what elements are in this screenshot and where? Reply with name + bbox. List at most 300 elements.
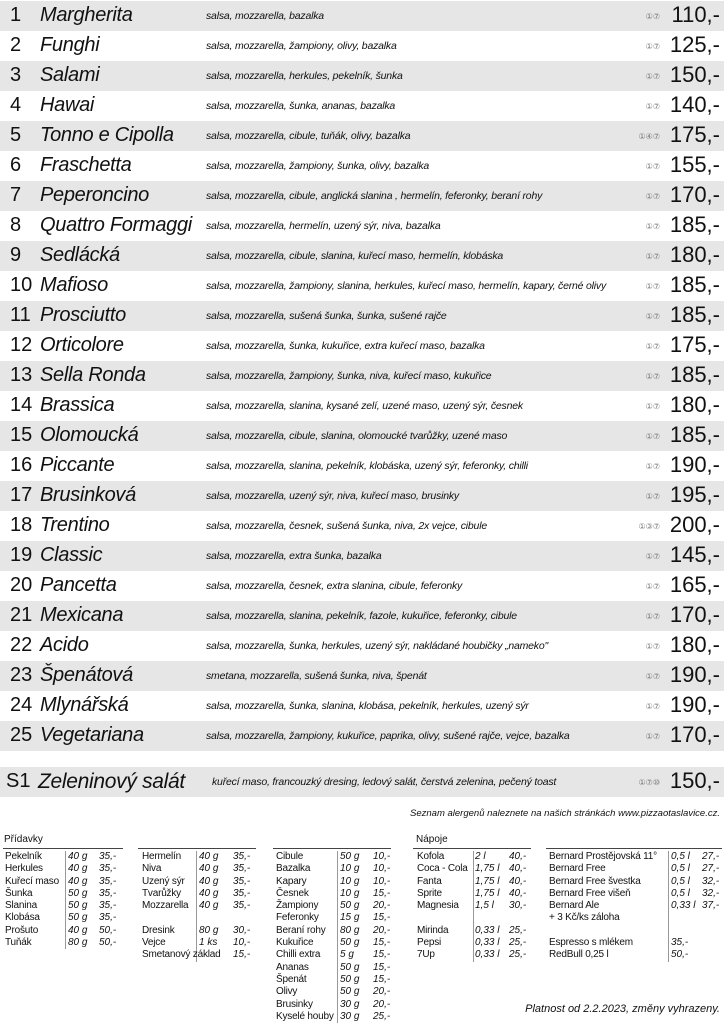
item-price: 30,- bbox=[233, 924, 251, 936]
item-label: Bernard Ale bbox=[549, 900, 600, 912]
table-row bbox=[273, 974, 391, 986]
item-quantity: 50 g bbox=[340, 851, 360, 862]
table-row bbox=[138, 925, 256, 937]
item-quantity: 50 g bbox=[68, 900, 88, 912]
item-price: 40,- bbox=[509, 875, 527, 887]
item-number: 15 bbox=[10, 424, 33, 446]
item-label: Bernard Free švestka bbox=[549, 875, 641, 887]
item-ingredients: salsa, mozzarella, bazalka bbox=[206, 10, 324, 22]
item-price: 20,- bbox=[373, 998, 391, 1010]
item-name: Margherita bbox=[40, 4, 133, 26]
item-price: 10,- bbox=[373, 875, 391, 887]
item-price: 40,- bbox=[509, 851, 527, 862]
item-ingredients: salsa, mozzarella, česnek, sušená šunka, niva, 2x vejce, cibule bbox=[206, 520, 487, 532]
pizza-row bbox=[0, 181, 724, 211]
item-label: Kukuřice bbox=[276, 937, 314, 949]
item-label: Kyselé houby bbox=[276, 1010, 334, 1022]
item-number: 14 bbox=[10, 394, 33, 416]
pizza-row bbox=[0, 601, 724, 631]
pizza-row bbox=[0, 241, 724, 271]
item-label: Sprite bbox=[417, 887, 442, 899]
pizza-row bbox=[0, 1, 724, 31]
item-quantity: 1 ks bbox=[199, 937, 218, 949]
item-details bbox=[206, 31, 660, 61]
item-quantity: 0,33 l bbox=[671, 900, 696, 912]
allergen-icons: ①⑦ bbox=[645, 611, 660, 621]
item-name: Classic bbox=[40, 544, 103, 566]
item-label: 7Up bbox=[417, 949, 435, 961]
item-name: Trentino bbox=[40, 514, 110, 536]
pizza-row bbox=[0, 511, 724, 541]
table-row bbox=[273, 863, 391, 875]
item-ingredients: salsa, mozzarella, cibule, slanina, olomoucké tvarůžky, uzené maso bbox=[206, 430, 508, 442]
item-price: 180,- bbox=[669, 632, 720, 657]
item-price: 170,- bbox=[669, 182, 720, 207]
table-row bbox=[138, 949, 256, 961]
item-label: Klobása bbox=[5, 912, 40, 924]
item-number: 25 bbox=[10, 724, 33, 746]
table-row bbox=[546, 912, 722, 924]
item-number: 18 bbox=[10, 514, 33, 536]
item-price: 175,- bbox=[669, 122, 720, 147]
item-quantity: 80 g bbox=[340, 924, 360, 936]
item-number: 12 bbox=[10, 334, 33, 356]
item-number: 20 bbox=[10, 574, 33, 596]
pizza-row bbox=[0, 301, 724, 331]
table-row bbox=[138, 876, 256, 888]
allergen-note: Seznam alergenů naleznete na našich stránkách www.pizzaotaslavice.cz. bbox=[410, 808, 720, 819]
item-price: 35,- bbox=[99, 875, 117, 887]
item-number: 21 bbox=[10, 604, 33, 626]
item-price: 15,- bbox=[373, 912, 391, 924]
pizza-row bbox=[0, 211, 724, 241]
item-price: 185,- bbox=[669, 212, 720, 237]
item-price: 15,- bbox=[373, 949, 391, 961]
allergen-icons: ①⑦ bbox=[645, 341, 660, 351]
item-number: 10 bbox=[10, 274, 33, 296]
item-ingredients: salsa, mozzarella, žampiony, olivy, bazalka bbox=[206, 40, 397, 52]
allergen-icons: ①⑦ bbox=[645, 431, 660, 441]
table-row bbox=[138, 937, 256, 949]
item-label: Bernard Free višeň bbox=[549, 887, 631, 899]
item-price: 175,- bbox=[669, 332, 720, 357]
pizza-row bbox=[0, 481, 724, 511]
item-name: Prosciutto bbox=[40, 304, 126, 326]
item-quantity: 50 g bbox=[340, 900, 360, 912]
item-quantity: 0,33 l bbox=[475, 924, 500, 936]
item-number: 3 bbox=[10, 64, 22, 86]
item-label: Žampiony bbox=[276, 900, 319, 912]
item-price: 150,- bbox=[669, 768, 720, 793]
allergen-icons: ①⑦ bbox=[645, 671, 660, 681]
table-row bbox=[273, 900, 391, 912]
table-row bbox=[3, 876, 123, 888]
item-price: 25,- bbox=[373, 1010, 391, 1022]
pizza-row bbox=[0, 271, 724, 301]
item-details bbox=[206, 211, 660, 241]
item-price: 35,- bbox=[233, 875, 251, 887]
item-quantity: 1,75 l bbox=[475, 875, 500, 887]
pizza-row bbox=[0, 541, 724, 571]
allergen-icons: ①⑦ bbox=[645, 281, 660, 291]
item-price: 15,- bbox=[373, 887, 391, 899]
item-quantity: 10 g bbox=[340, 887, 360, 899]
item-details bbox=[206, 1, 660, 31]
item-label: Mirinda bbox=[417, 924, 449, 936]
item-quantity: 50 g bbox=[340, 937, 360, 949]
item-details bbox=[206, 61, 660, 91]
item-details bbox=[206, 121, 660, 151]
item-ingredients: salsa, mozzarella, uzený sýr, niva, kuřecí maso, brusinky bbox=[206, 490, 459, 502]
item-quantity: 50 g bbox=[68, 887, 88, 899]
item-price: 35,- bbox=[233, 900, 251, 912]
table-row bbox=[413, 863, 531, 875]
item-name: Orticolore bbox=[40, 334, 124, 356]
item-quantity: 80 g bbox=[68, 937, 88, 949]
item-quantity: 0,5 l bbox=[671, 851, 690, 862]
item-details bbox=[206, 511, 660, 541]
item-details bbox=[206, 421, 660, 451]
item-price: 40,- bbox=[509, 863, 527, 875]
item-quantity: 40 g bbox=[68, 863, 88, 875]
item-label: Bazalka bbox=[276, 863, 311, 875]
pizza-row bbox=[0, 721, 724, 751]
item-price: 35,- bbox=[99, 912, 117, 924]
item-quantity: 80 g bbox=[199, 924, 219, 936]
item-name: Olomoucká bbox=[40, 424, 139, 446]
pizza-row bbox=[0, 61, 724, 91]
item-price: 15,- bbox=[373, 961, 391, 973]
table-row bbox=[3, 888, 123, 900]
pizza-row bbox=[0, 151, 724, 181]
item-label: Tuňák bbox=[5, 937, 32, 949]
table-row bbox=[138, 851, 256, 863]
item-number: 4 bbox=[10, 94, 22, 116]
allergen-icons: ①⑦ bbox=[645, 731, 660, 741]
item-quantity: 50 g bbox=[340, 961, 360, 973]
item-ingredients: salsa, mozzarella, slanina, pekelník, fazole, kukuřice, feferonky, cibule bbox=[206, 610, 517, 622]
item-ingredients: smetana, mozzarella, sušená šunka, niva, špenát bbox=[206, 670, 427, 682]
table-row bbox=[546, 876, 722, 888]
item-price: 10,- bbox=[373, 863, 391, 875]
table-row bbox=[413, 937, 531, 949]
item-quantity: 35,- bbox=[671, 937, 689, 949]
item-price: 20,- bbox=[373, 900, 391, 912]
item-details bbox=[206, 691, 660, 721]
item-price: 25,- bbox=[509, 949, 527, 961]
item-label: Brusinky bbox=[276, 998, 313, 1010]
item-price: 190,- bbox=[669, 452, 720, 477]
item-ingredients: salsa, mozzarella, herkules, pekelník, šunka bbox=[206, 70, 403, 82]
item-quantity: 0,5 l bbox=[671, 887, 690, 899]
table-row bbox=[273, 851, 391, 863]
item-label: Chilli extra bbox=[276, 949, 321, 961]
table-row bbox=[3, 900, 123, 912]
item-details bbox=[206, 301, 660, 331]
table-row bbox=[546, 851, 722, 863]
item-number: 7 bbox=[10, 184, 22, 206]
item-label: Špenát bbox=[276, 973, 307, 985]
allergen-icons: ①⑦ bbox=[645, 551, 660, 561]
allergen-icons: ①⑦ bbox=[645, 311, 660, 321]
item-number: 16 bbox=[10, 454, 33, 476]
item-price: 110,- bbox=[671, 2, 720, 27]
item-details bbox=[206, 91, 660, 121]
price-table bbox=[546, 848, 722, 962]
item-ingredients: salsa, mozzarella, žampiony, slanina, herkules, kuřecí maso, hermelín, kapary, černé olivy bbox=[206, 280, 607, 292]
item-price: 200,- bbox=[669, 512, 720, 537]
table-row bbox=[273, 986, 391, 998]
pizza-row bbox=[0, 691, 724, 721]
item-price: 190,- bbox=[669, 692, 720, 717]
item-quantity: 10 g bbox=[340, 875, 360, 887]
item-name: Fraschetta bbox=[40, 154, 132, 176]
allergen-icons: ①⑦ bbox=[645, 401, 660, 411]
item-ingredients: salsa, mozzarella, slanina, pekelník, klobáska, uzený sýr, feferonky, chilli bbox=[206, 460, 528, 472]
allergen-icons: ①⑦ bbox=[645, 701, 660, 711]
table-row bbox=[3, 863, 123, 875]
allergen-icons: ①⑦ bbox=[645, 581, 660, 591]
item-name: Sedlácká bbox=[40, 244, 120, 266]
item-label: Bernard Free bbox=[549, 863, 606, 875]
item-label: Prošuto bbox=[5, 924, 39, 936]
table-row bbox=[273, 999, 391, 1011]
table-row bbox=[3, 937, 123, 949]
item-quantity: 1,75 l bbox=[475, 863, 500, 875]
item-price: 155,- bbox=[669, 152, 720, 177]
item-quantity: 30 g bbox=[340, 1010, 360, 1022]
item-price: 10,- bbox=[373, 851, 391, 862]
item-label: Kapary bbox=[276, 875, 307, 887]
item-price: 32,- bbox=[702, 887, 720, 899]
item-label: Cibule bbox=[276, 851, 304, 862]
item-label: Vejce bbox=[142, 937, 166, 949]
item-ingredients: salsa, mozzarella, sušená šunka, šunka, sušené rajče bbox=[206, 310, 447, 322]
item-label: Smetanový základ bbox=[142, 949, 221, 961]
table-row bbox=[546, 888, 722, 900]
item-price: 125,- bbox=[669, 32, 720, 57]
item-label: + 3 Kč/ks záloha bbox=[549, 912, 620, 924]
item-label: Dresink bbox=[142, 924, 175, 936]
item-label: Coca - Cola bbox=[417, 863, 468, 875]
item-ingredients: salsa, mozzarella, šunka, herkules, uzený sýr, nakládané houbičky „nameko" bbox=[206, 640, 549, 652]
item-price: 20,- bbox=[373, 924, 391, 936]
item-details bbox=[206, 331, 660, 361]
item-ingredients: kuřecí maso, francouzký dresing, ledový salát, čerstvá zelenina, pečený toast bbox=[212, 776, 557, 788]
item-label: Niva bbox=[142, 863, 162, 875]
item-details bbox=[206, 631, 660, 661]
item-number: 8 bbox=[10, 214, 22, 236]
item-ingredients: salsa, mozzarella, hermelín, uzený sýr, niva, bazalka bbox=[206, 220, 441, 232]
item-price: 50,- bbox=[99, 924, 117, 936]
item-price: 35,- bbox=[99, 900, 117, 912]
item-number: 1 bbox=[10, 4, 22, 26]
table-row bbox=[546, 925, 722, 937]
item-name: Zeleninový salát bbox=[38, 770, 185, 793]
item-quantity: 10 g bbox=[340, 863, 360, 875]
item-number: 19 bbox=[10, 544, 33, 566]
item-number: 13 bbox=[10, 364, 33, 386]
extras-heading: Přídavky bbox=[4, 834, 43, 845]
allergen-icons: ①⑦ bbox=[645, 101, 660, 111]
item-price: 25,- bbox=[509, 937, 527, 949]
item-price: 195,- bbox=[669, 482, 720, 507]
item-details bbox=[206, 151, 660, 181]
item-price: 10,- bbox=[233, 937, 251, 949]
price-table bbox=[273, 848, 391, 1023]
item-ingredients: salsa, mozzarella, žampiony, šunka, olivy, bazalka bbox=[206, 160, 430, 172]
item-price: 165,- bbox=[669, 572, 720, 597]
item-name: Tonno e Cipolla bbox=[40, 124, 174, 146]
item-price: 25,- bbox=[509, 924, 527, 936]
item-price: 180,- bbox=[669, 392, 720, 417]
item-price: 185,- bbox=[669, 272, 720, 297]
item-name: Brusinková bbox=[40, 484, 136, 506]
table-row bbox=[138, 863, 256, 875]
item-price: 185,- bbox=[669, 422, 720, 447]
item-details bbox=[206, 721, 660, 751]
item-label: RedBull 0,25 l bbox=[549, 949, 609, 961]
allergen-icons: ①⑦ bbox=[645, 641, 660, 651]
item-details bbox=[206, 181, 660, 211]
item-quantity: 50,- bbox=[671, 949, 689, 961]
item-name: Mafioso bbox=[40, 274, 108, 296]
table-row bbox=[546, 900, 722, 912]
pizza-row bbox=[0, 31, 724, 61]
table-row bbox=[413, 888, 531, 900]
item-label: Magnesia bbox=[417, 900, 459, 912]
item-details bbox=[206, 271, 660, 301]
price-table bbox=[3, 848, 123, 949]
item-quantity: 0,5 l bbox=[671, 875, 690, 887]
item-quantity: 40 g bbox=[199, 875, 219, 887]
item-quantity: 1,75 l bbox=[475, 887, 500, 899]
table-row bbox=[413, 925, 531, 937]
item-details bbox=[206, 661, 660, 691]
pizza-row bbox=[0, 451, 724, 481]
pizza-row bbox=[0, 421, 724, 451]
item-quantity: 50 g bbox=[340, 973, 360, 985]
item-ingredients: salsa, mozzarella, žampiony, kukuřice, paprika, olivy, sušené rajče, vejce, bazalka bbox=[206, 730, 570, 742]
item-price: 35,- bbox=[233, 851, 251, 862]
table-row bbox=[138, 900, 256, 912]
item-details bbox=[206, 481, 660, 511]
item-details bbox=[212, 767, 660, 797]
item-name: Peperoncino bbox=[40, 184, 150, 206]
item-label: Olivy bbox=[276, 986, 298, 998]
pizza-row bbox=[0, 661, 724, 691]
item-ingredients: salsa, mozzarella, slanina, kysané zelí, uzené maso, uzený sýr, česnek bbox=[206, 400, 523, 412]
item-price: 15,- bbox=[373, 973, 391, 985]
item-ingredients: salsa, mozzarella, cibule, tuňák, olivy, bazalka bbox=[206, 130, 411, 142]
item-name: Salami bbox=[40, 64, 100, 86]
allergen-icons: ①⑦ bbox=[645, 491, 660, 501]
item-name: Špenátová bbox=[40, 664, 133, 686]
validity-note: Platnost od 2.2.2023, změny vyhrazeny. bbox=[525, 1003, 720, 1015]
item-details bbox=[206, 541, 660, 571]
table-row bbox=[273, 1011, 391, 1023]
item-quantity: 0,5 l bbox=[671, 863, 690, 875]
item-name: Vegetariana bbox=[40, 724, 144, 746]
item-label: Ananas bbox=[276, 961, 309, 973]
item-number: 2 bbox=[10, 34, 22, 56]
item-label: Hermelín bbox=[142, 851, 181, 862]
item-quantity: 40 g bbox=[199, 887, 219, 899]
item-ingredients: salsa, mozzarella, žampiony, šunka, niva, kuřecí maso, kukuřice bbox=[206, 370, 492, 382]
item-ingredients: salsa, mozzarella, cibule, slanina, kuřecí maso, hermelín, klobáska bbox=[206, 250, 504, 262]
item-price: 190,- bbox=[669, 662, 720, 687]
item-label: Pepsi bbox=[417, 937, 442, 949]
item-details bbox=[206, 361, 660, 391]
item-price: 185,- bbox=[669, 362, 720, 387]
allergen-icons: ①⑦ bbox=[645, 221, 660, 231]
item-details bbox=[206, 571, 660, 601]
table-row bbox=[546, 863, 722, 875]
allergen-icons: ①⑦ bbox=[645, 371, 660, 381]
table-row bbox=[273, 888, 391, 900]
item-number: 17 bbox=[10, 484, 33, 506]
allergen-icons: ①⑦ bbox=[645, 71, 660, 81]
item-number: 22 bbox=[10, 634, 33, 656]
price-table bbox=[413, 848, 531, 962]
allergen-icons: ①③⑦ bbox=[638, 521, 660, 531]
item-quantity: 40 g bbox=[68, 875, 88, 887]
item-quantity: 40 g bbox=[199, 900, 219, 912]
item-price: 50,- bbox=[99, 937, 117, 949]
item-ingredients: salsa, mozzarella, cibule, anglická slanina , hermelín, feferonky, beraní rohy bbox=[206, 190, 543, 202]
item-name: Piccante bbox=[40, 454, 115, 476]
item-name: Sella Ronda bbox=[40, 364, 146, 386]
item-price: 145,- bbox=[669, 542, 720, 567]
item-label: Herkules bbox=[5, 863, 43, 875]
item-label: Kofola bbox=[417, 851, 445, 862]
item-quantity: 40 g bbox=[199, 851, 219, 862]
item-label: Kuřecí maso bbox=[5, 875, 59, 887]
item-ingredients: salsa, mozzarella, extra šunka, bazalka bbox=[206, 550, 382, 562]
item-quantity: 5 g bbox=[340, 949, 354, 961]
item-label: Feferonky bbox=[276, 912, 319, 924]
item-price: 27,- bbox=[702, 851, 720, 862]
item-price: 35,- bbox=[233, 863, 251, 875]
allergen-icons: ①④⑦ bbox=[638, 131, 660, 141]
item-quantity: 50 g bbox=[68, 912, 88, 924]
item-ingredients: salsa, mozzarella, šunka, ananas, bazalka bbox=[206, 100, 396, 112]
table-row bbox=[273, 912, 391, 924]
item-price: 27,- bbox=[702, 863, 720, 875]
allergen-icons: ①⑦ bbox=[645, 461, 660, 471]
item-price: 15,- bbox=[373, 937, 391, 949]
item-number: 6 bbox=[10, 154, 22, 176]
item-label: Šunka bbox=[5, 887, 33, 899]
table-row bbox=[413, 949, 531, 961]
item-name: Mlynářská bbox=[40, 694, 129, 716]
allergen-icons: ①⑦ bbox=[645, 11, 660, 21]
table-row bbox=[273, 949, 391, 961]
item-quantity: 40 g bbox=[68, 851, 88, 862]
item-number: 23 bbox=[10, 664, 33, 686]
pizza-row bbox=[0, 631, 724, 661]
item-price: 180,- bbox=[669, 242, 720, 267]
table-row bbox=[546, 949, 722, 961]
item-price: 30,- bbox=[509, 900, 527, 912]
allergen-icons: ①⑦ bbox=[645, 41, 660, 51]
pizza-row bbox=[0, 571, 724, 601]
item-price: 35,- bbox=[99, 887, 117, 899]
item-label: Bernard Prostějovská 11° bbox=[549, 851, 657, 862]
item-name: Mexicana bbox=[40, 604, 124, 626]
item-price: 32,- bbox=[702, 875, 720, 887]
item-ingredients: salsa, mozzarella, šunka, slanina, klobása, pekelník, herkules, uzený sýr bbox=[206, 700, 529, 712]
